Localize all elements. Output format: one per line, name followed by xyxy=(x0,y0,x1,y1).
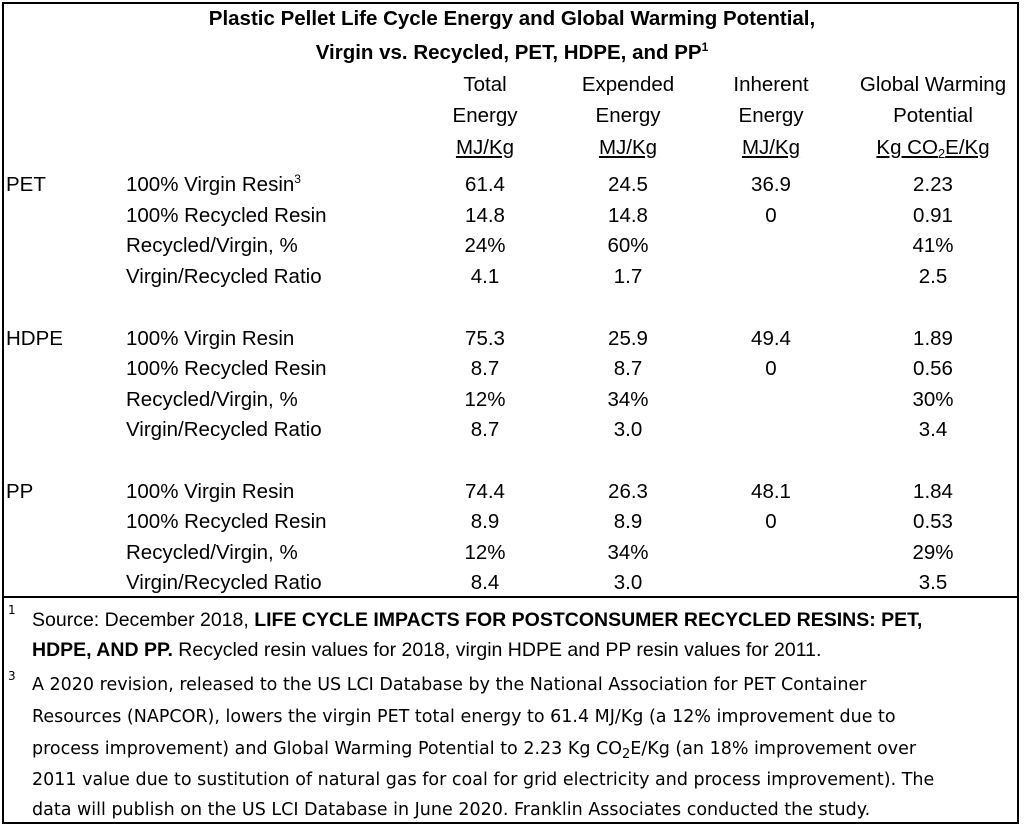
cell-gwp: 2.23 xyxy=(913,173,953,196)
cell-expended: 34% xyxy=(607,388,649,411)
cell-expended: 1.7 xyxy=(613,265,643,288)
cell-expended: 26.3 xyxy=(608,480,648,503)
footnote-3-line-4: 2011 value due to sustitution of natural gas for coal for grid electricity and process improvement). The xyxy=(32,770,935,790)
header-total-line-2: Energy xyxy=(452,104,518,127)
cell-total: 75.3 xyxy=(465,327,505,350)
header-inherent-line-1: Inherent xyxy=(733,73,809,96)
cell-total: 8.4 xyxy=(470,571,500,594)
cell-gwp: 41% xyxy=(912,234,954,257)
cell-gwp: 1.84 xyxy=(913,480,953,503)
cell-expended: 3.0 xyxy=(613,418,643,441)
cell-total: 14.8 xyxy=(465,204,505,227)
row-label: 100% Recycled Resin xyxy=(126,510,327,533)
cell-gwp: 2.5 xyxy=(918,265,948,288)
footnote-1-line-1: Source: December 2018, LIFE CYCLE IMPACTS FOR POSTCONSUMER RECYCLED RESINS: PET, xyxy=(32,609,923,631)
header-expended-line-1: Expended xyxy=(581,73,675,96)
cell-gwp: 29% xyxy=(912,541,954,564)
footnote-3-line-5: data will publish on the US LCI Database in June 2020. Franklin Associates conducted the study. xyxy=(32,800,871,820)
cell-inherent: 0 xyxy=(765,510,777,533)
row-label: Recycled/Virgin, % xyxy=(126,234,298,257)
row-label: Virgin/Recycled Ratio xyxy=(126,265,322,288)
header-gwp-line-2: Potential xyxy=(893,104,973,127)
footnote-3-line-2: Resources (NAPCOR), lowers the virgin PET total energy to 61.4 MJ/Kg (a 12% improvement due to xyxy=(32,707,896,727)
footnote-3-marker: 3 xyxy=(8,669,16,683)
cell-gwp: 30% xyxy=(912,388,954,411)
footnote-3-line-1: A 2020 revision, released to the US LCI Database by the National Association for PET Container xyxy=(32,675,867,695)
cell-inherent: 36.9 xyxy=(751,173,791,196)
cell-total: 12% xyxy=(464,388,506,411)
cell-expended: 60% xyxy=(607,234,649,257)
cell-gwp: 1.89 xyxy=(913,327,953,350)
cell-total: 8.7 xyxy=(470,357,500,380)
cell-expended: 25.9 xyxy=(608,327,648,350)
cell-gwp: 3.5 xyxy=(918,571,948,594)
cell-total: 8.7 xyxy=(470,418,500,441)
cell-gwp: 3.4 xyxy=(918,418,948,441)
cell-expended: 3.0 xyxy=(613,571,643,594)
header-gwp-unit: Kg $CO_2E/Kg$ xyxy=(876,136,990,161)
cell-expended: 8.7 xyxy=(613,357,643,380)
cell-total: 12% xyxy=(464,541,506,564)
resin-label-hdpe: HDPE xyxy=(6,327,63,350)
cell-total: 61.4 xyxy=(465,173,505,196)
footnote-1-line-2: HDPE, AND PP. Recycled resin values for 2018, virgin HDPE and PP resin values for 2011. xyxy=(32,639,822,661)
cell-total: 4.1 xyxy=(470,265,500,288)
footnote-1-marker: 1 xyxy=(8,603,16,617)
cell-total: 24% xyxy=(464,234,506,257)
row-label: Virgin/Recycled Ratio xyxy=(126,418,322,441)
header-total-line-1: Total xyxy=(463,73,507,96)
row-label: Virgin/Recycled Ratio xyxy=(126,571,322,594)
header-total-unit: MJ/Kg xyxy=(455,136,515,159)
row-label: 100% Virgin Resin xyxy=(126,327,295,350)
row-label: 100% Recycled Resin xyxy=(126,204,327,227)
cell-expended: 14.8 xyxy=(608,204,648,227)
cell-gwp: 0.56 xyxy=(913,357,953,380)
footnote-3-line-3: process improvement) and Global Warming Potential to 2.23 Kg $CO_2E/Kg$ (an 18% improvement over xyxy=(32,739,917,762)
header-gwp-line-1: Global Warming xyxy=(859,73,1007,96)
row-label: Recycled/Virgin, % xyxy=(126,541,298,564)
cell-inherent: 0 xyxy=(765,357,777,380)
row-label: 100% Recycled Resin xyxy=(126,357,327,380)
header-inherent-line-2: Energy xyxy=(738,104,804,127)
cell-inherent: 49.4 xyxy=(751,327,791,350)
table-title-line-1: Plastic Pellet Life Cycle Energy and Global Warming Potential, xyxy=(208,7,816,30)
cell-gwp: 0.91 xyxy=(913,204,953,227)
cell-gwp: 0.53 xyxy=(913,510,953,533)
header-expended-line-2: Energy xyxy=(595,104,661,127)
cell-total: 74.4 xyxy=(465,480,505,503)
header-expended-unit: MJ/Kg xyxy=(598,136,658,159)
cell-expended: 34% xyxy=(607,541,649,564)
row-label: Recycled/Virgin, % xyxy=(126,388,298,411)
row-label: 100% Virgin Resin$^3$ xyxy=(126,172,301,196)
cell-expended: 8.9 xyxy=(613,510,643,533)
cell-inherent: 48.1 xyxy=(751,480,791,503)
header-inherent-unit: MJ/Kg xyxy=(741,136,801,159)
table-title-line-2: Virgin vs. Recycled, PET, HDPE, and $PP^1$ xyxy=(315,40,709,64)
resin-label-pet: PET xyxy=(6,173,46,196)
resin-label-pp: PP xyxy=(6,480,34,503)
cell-inherent: 0 xyxy=(765,204,777,227)
cell-total: 8.9 xyxy=(470,510,500,533)
cell-expended: 24.5 xyxy=(608,173,648,196)
footnote-divider xyxy=(2,596,1019,598)
row-label: 100% Virgin Resin xyxy=(126,480,295,503)
